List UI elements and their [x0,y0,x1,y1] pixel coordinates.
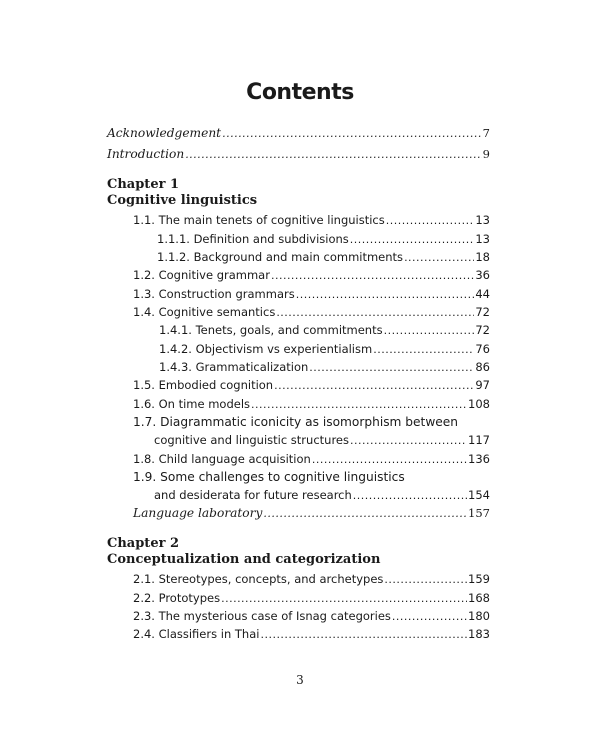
dot-leader [350,432,467,450]
toc-entry[interactable] [133,285,490,303]
toc-page-number: 18 [475,250,490,264]
toc-entry-label: Acknowledgement [107,126,222,140]
dot-leader [251,396,467,414]
toc-page-number: 180 [468,609,490,623]
toc-entry[interactable] [157,248,490,266]
chapter-title: Conceptualization and categorization [107,552,381,567]
toc-entry-acknowledgement[interactable] [107,124,490,142]
dot-leader [392,608,467,626]
page-title: Contents [246,80,354,105]
toc-entry[interactable] [157,230,490,248]
dot-leader [222,125,482,143]
toc-page-number: 13 [475,232,490,246]
toc-entry-label: 1.4.3. Grammaticalization [159,360,309,374]
toc-entry[interactable] [159,340,490,358]
toc-page-number: 136 [468,452,490,466]
dot-leader [384,571,467,589]
toc-entry[interactable] [133,570,490,588]
toc-entry-label: 1.1.1. Definition and subdivisions [157,232,349,246]
toc-page-number: 183 [468,627,490,641]
toc-entry-label: 1.4.1. Tenets, goals, and commitments [159,323,383,337]
toc-entry-label: Language laboratory [133,506,263,520]
dot-leader [404,249,474,267]
toc-entry-label[interactable]: 1.7. Diagrammatic iconicity as isomorphism between [133,415,459,429]
toc-page-number: 7 [482,126,490,140]
toc-entry[interactable] [133,450,490,468]
toc-page-number: 13 [475,213,490,227]
toc-entry[interactable] [159,321,490,339]
toc-page-number: 36 [475,268,490,282]
toc-entry[interactable] [154,486,490,504]
dot-leader [221,590,467,608]
dot-leader [296,286,475,304]
toc-entry-label: 2.1. Stereotypes, concepts, and archetypes [133,572,384,586]
toc-page-number: 72 [475,305,490,319]
dot-leader [384,322,475,340]
toc-entry-label: 1.2. Cognitive grammar [133,268,270,282]
toc-page-number: 72 [475,323,490,337]
toc-entry-label-continued: cognitive and linguistic structures [154,433,349,447]
toc-entry[interactable] [133,376,490,394]
toc-page-number: 168 [468,591,490,605]
toc-entry-label: 1.1. The main tenets of cognitive linguistics [133,213,385,227]
toc-entry[interactable] [133,607,490,625]
toc-entry[interactable] [159,358,490,376]
dot-leader [271,267,474,285]
toc-entry-label: 1.5. Embodied cognition [133,378,274,392]
dot-leader [309,359,474,377]
dot-leader [312,451,467,469]
dot-leader [276,304,474,322]
toc-page-number: 9 [482,147,490,161]
toc-page-number: 86 [475,360,490,374]
toc-entry-language-laboratory[interactable] [133,504,490,522]
toc-page-number: 44 [475,287,490,301]
chapter-number: Chapter 1 [107,177,180,192]
toc-page-number: 154 [468,488,490,502]
page-number: 3 [296,673,304,687]
toc-entry[interactable] [133,211,490,229]
toc-page-number: 108 [468,397,490,411]
toc-entry[interactable] [133,303,490,321]
toc-entry-label: 2.3. The mysterious case of Isnag categories [133,609,391,623]
dot-leader [350,231,475,249]
toc-page-number: 159 [468,572,490,586]
chapter-number: Chapter 2 [107,536,180,551]
toc-entry-label: 2.2. Prototypes [133,591,221,605]
toc-entry-label[interactable]: 1.9. Some challenges to cognitive linguistics [133,470,405,484]
toc-entry-label-continued: and desiderata for future research [154,488,352,502]
dot-leader [185,146,481,164]
toc-entry-label: 1.4.2. Objectivism vs experientialism [159,342,373,356]
toc-entry-label: 1.1.2. Background and main commitments [157,250,404,264]
toc-entry[interactable] [133,395,490,413]
toc-page-number: 97 [475,378,490,392]
dot-leader [386,212,475,230]
toc-page-number: 76 [475,342,490,356]
dot-leader [260,626,467,644]
toc-entry[interactable] [133,589,490,607]
toc-entry-introduction[interactable] [107,145,490,163]
dot-leader [373,341,474,359]
toc-entry[interactable] [133,266,490,284]
chapter-title: Cognitive linguistics [107,193,258,208]
dot-leader [353,487,467,505]
dot-leader [263,505,467,523]
toc-entry-label: 1.3. Construction grammars [133,287,295,301]
toc-entry[interactable] [154,431,490,449]
toc-page-number: 157 [468,506,490,520]
toc-entry-label: Introduction [107,147,185,161]
dot-leader [274,377,474,395]
toc-page-number: 117 [468,433,490,447]
toc-entry-label: 1.8. Child language acquisition [133,452,311,466]
toc-entry-label: 1.4. Cognitive semantics [133,305,276,319]
toc-entry-label: 2.4. Classifiers in Thai [133,627,260,641]
toc-entry-label: 1.6. On time models [133,397,251,411]
toc-entry[interactable] [133,625,490,643]
